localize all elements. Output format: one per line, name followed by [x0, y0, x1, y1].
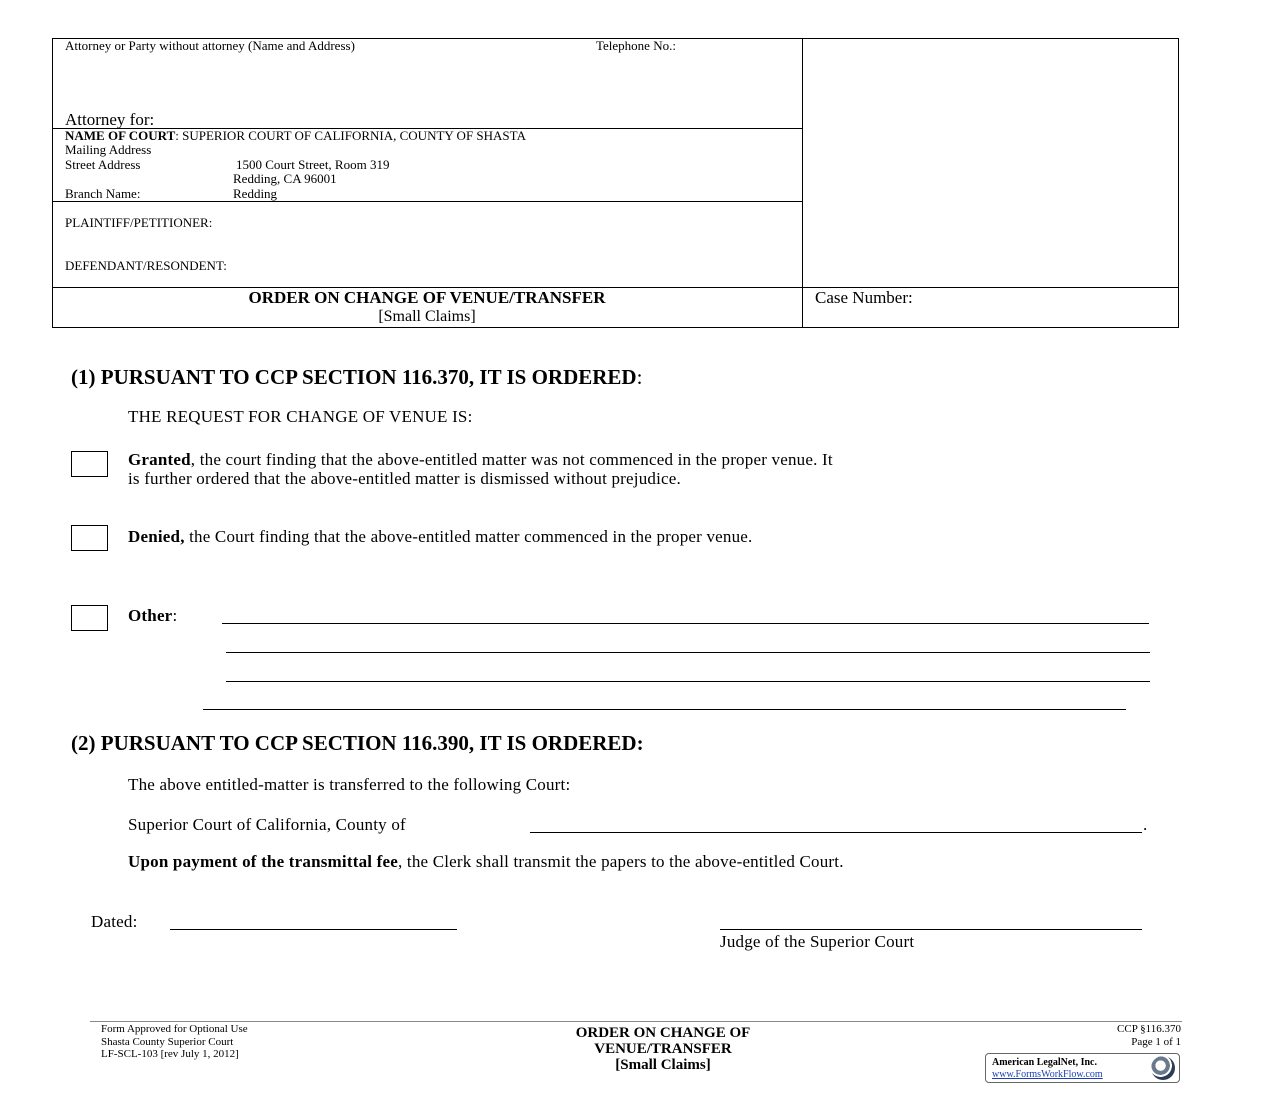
footer-rule	[90, 1021, 1182, 1022]
county-period: .	[1143, 815, 1148, 834]
section2-heading	[71, 731, 644, 756]
judge-signature-line[interactable]	[720, 929, 1142, 930]
section1-heading-colon: :	[636, 365, 643, 389]
section2-number: (2)	[71, 731, 96, 755]
footer-title-line1: ORDER ON CHANGE OF	[575, 1025, 751, 1041]
other-blank-line-3[interactable]	[226, 681, 1150, 682]
caption-divider-court	[52, 201, 803, 202]
street-address-line2: Redding, CA 96001	[233, 171, 337, 186]
granted-text-line1: , the court finding that the above-entitled matter was not commenced in the proper venue. It	[190, 450, 833, 469]
other-label-row	[128, 606, 177, 626]
defendant-label: DEFENDANT/RESONDENT:	[65, 258, 227, 273]
attorney-label: Attorney or Party without attorney (Name and Address)	[65, 38, 355, 53]
footer-page: Page 1 of 1	[1131, 1036, 1181, 1048]
other-checkbox[interactable]	[71, 605, 108, 631]
footer-title-line2: VENUE/TRANSFER	[594, 1041, 732, 1057]
footer-ccp: CCP §116.370	[1117, 1023, 1181, 1035]
footer-title-line3: [Small Claims]	[615, 1057, 711, 1073]
street-address-line1: 1500 Court Street, Room 319	[236, 157, 390, 172]
plaintiff-label: PLAINTIFF/PETITIONER:	[65, 215, 213, 230]
transfer-text: The above entitled-matter is transferred to the following Court:	[128, 775, 571, 794]
granted-label: Granted	[128, 450, 191, 469]
fee-text: , the Clerk shall transmit the papers to the above-entitled Court.	[398, 852, 844, 871]
footer-form-id: LF-SCL-103 [rev July 1, 2012]	[101, 1048, 239, 1060]
footer-approved: Form Approved for Optional Use	[101, 1023, 248, 1035]
legalnet-globe-icon	[1151, 1056, 1175, 1080]
court-name-label: NAME OF COURT	[65, 128, 176, 143]
granted-text-line2: is further ordered that the above-entitled matter is dismissed without prejudice.	[128, 469, 681, 488]
other-blank-line-1[interactable]	[222, 623, 1149, 624]
denied-checkbox[interactable]	[71, 525, 108, 551]
telephone-label: Telephone No.:	[596, 38, 676, 53]
denied-line	[128, 527, 753, 547]
other-blank-line-4[interactable]	[203, 709, 1126, 710]
county-blank-line[interactable]	[530, 832, 1142, 833]
section1-heading	[71, 365, 642, 390]
court-name-row	[65, 128, 526, 143]
other-colon: :	[172, 606, 178, 625]
denied-label: Denied,	[128, 527, 185, 546]
dated-label: Dated:	[91, 912, 138, 931]
caption-divider-vertical	[802, 38, 803, 328]
form-title: ORDER ON CHANGE OF VENUE/TRANSFER	[248, 288, 606, 307]
section1-heading-text: PURSUANT TO CCP SECTION 116.370, IT IS ORDERED	[100, 365, 637, 389]
granted-line1	[128, 450, 833, 470]
denied-text: the Court finding that the above-entitled matter commenced in the proper venue.	[184, 527, 753, 546]
case-number-label: Case Number:	[815, 288, 913, 307]
branch-name-value: Redding	[233, 186, 278, 201]
court-name-value: : SUPERIOR COURT OF CALIFORNIA, COUNTY OF SHASTA	[175, 128, 526, 143]
judge-label: Judge of the Superior Court	[720, 932, 915, 951]
other-blank-line-2[interactable]	[226, 652, 1150, 653]
street-address-label: Street Address	[65, 157, 141, 172]
mailing-address-label: Mailing Address	[65, 142, 152, 157]
branch-name-label: Branch Name:	[65, 186, 141, 201]
other-label: Other	[128, 606, 173, 625]
county-text: Superior Court of California, County of	[128, 815, 406, 834]
section1-number: (1)	[71, 365, 96, 389]
logo-name: American LegalNet, Inc.	[992, 1057, 1097, 1068]
granted-checkbox[interactable]	[71, 451, 108, 477]
logo-url[interactable]: www.FormsWorkFlow.com	[992, 1069, 1103, 1080]
fee-line	[128, 852, 844, 872]
dated-blank-line[interactable]	[170, 929, 457, 930]
footer-court: Shasta County Superior Court	[101, 1036, 234, 1048]
form-subtitle: [Small Claims]	[378, 308, 476, 325]
section2-heading-text: PURSUANT TO CCP SECTION 116.390, IT IS ORDERED:	[100, 731, 644, 755]
caption-box	[52, 38, 1179, 328]
fee-bold: Upon payment of the transmittal fee	[128, 852, 398, 871]
legalnet-logo[interactable]	[985, 1053, 1180, 1083]
section1-intro: THE REQUEST FOR CHANGE OF VENUE IS:	[128, 407, 473, 426]
attorney-for-label: Attorney for:	[65, 110, 155, 129]
